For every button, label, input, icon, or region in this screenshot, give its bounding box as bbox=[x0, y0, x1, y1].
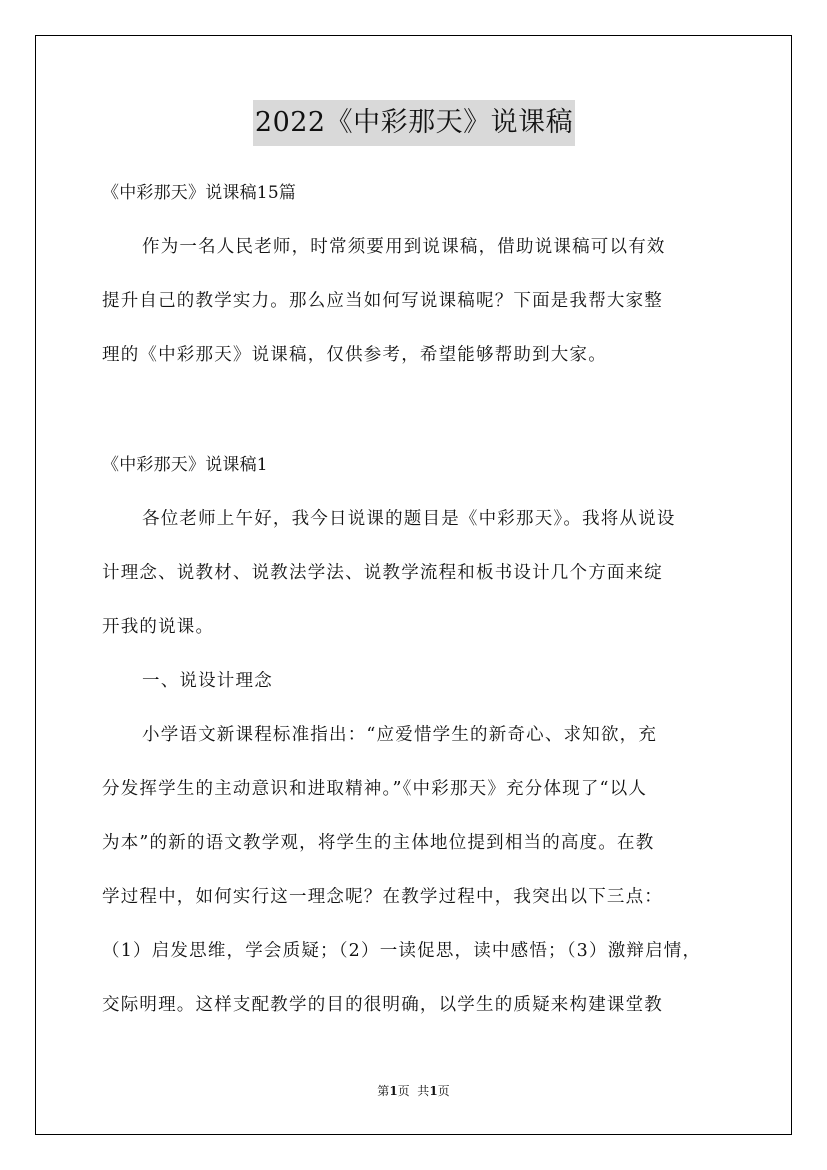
footer-page-number: 1 bbox=[389, 1084, 398, 1098]
intro-line-2: 提升自己的教学实力。那么应当如何写说课稿呢？下面是我帮大家整 bbox=[102, 291, 663, 311]
footer-prefix: 第 bbox=[377, 1084, 390, 1098]
section1-para1-line-2: 计理念、说教材、说教法学法、说教学流程和板书设计几个方面来绽 bbox=[102, 563, 663, 583]
section1-para2-line-5: （1）启发思维，学会质疑；（2）一读促思，读中感悟；（3）激辩启情， bbox=[102, 941, 702, 961]
document-title: 2022《中彩那天》说课稿 bbox=[253, 100, 575, 146]
section1-para1-line-1: 各位老师上午好，我今日说课的题目是《中彩那天》。我将从说设 bbox=[142, 509, 676, 529]
page-footer bbox=[0, 1082, 827, 1099]
subheading-design-concept: 一、说设计理念 bbox=[142, 671, 273, 691]
section1-para2-line-4: 学过程中，如何实行这一理念呢？在教学过程中，我突出以下三点： bbox=[102, 887, 663, 907]
intro-line-3: 理的《中彩那天》说课稿，仅供参考，希望能够帮助到大家。 bbox=[102, 345, 607, 365]
footer-suffix: 页 bbox=[437, 1084, 450, 1098]
section1-heading: 《中彩那天》说课稿1 bbox=[102, 455, 268, 475]
section1-para1-line-3: 开我的说课。 bbox=[102, 617, 215, 637]
footer-mid: 页 共 bbox=[397, 1084, 430, 1098]
document-subtitle: 《中彩那天》说课稿15篇 bbox=[102, 183, 297, 203]
section1-para2-line-2: 分发挥学生的主动意识和进取精神。”《中彩那天》充分体现了“以人 bbox=[102, 779, 648, 799]
footer-total-pages: 1 bbox=[429, 1084, 438, 1098]
section1-para2-line-1: 小学语文新课程标准指出：“应爱惜学生的新奇心、求知欲，充 bbox=[142, 725, 658, 745]
intro-line-1: 作为一名人民老师，时常须要用到说课稿，借助说课稿可以有效 bbox=[142, 237, 666, 257]
section1-para2-line-3: 为本”的新的语文教学观，将学生的主体地位提到相当的高度。在教 bbox=[102, 833, 655, 853]
title-wrap bbox=[102, 100, 726, 146]
section1-para2-line-6: 交际明理。这样支配教学的目的很明确，以学生的质疑来构建课堂教 bbox=[102, 995, 663, 1015]
